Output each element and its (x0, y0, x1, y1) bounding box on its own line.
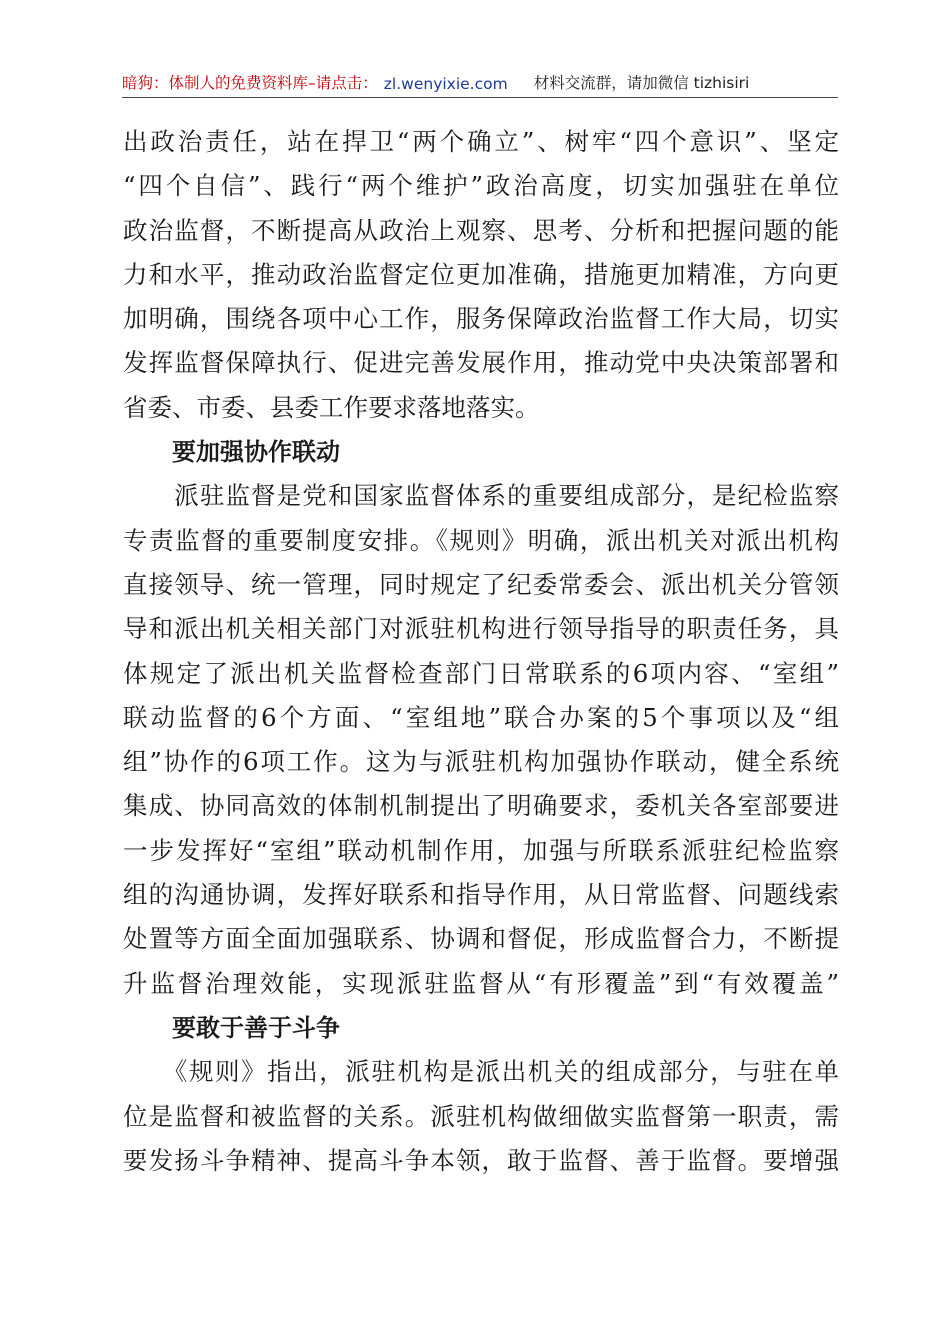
paragraph-2 (123, 474, 839, 1006)
header-brand: 暗狗：体制人的免费资料库 (122, 74, 309, 92)
header-url-link[interactable]: zl.wenyixie.com (383, 75, 508, 93)
text-line: 要发扬斗争精神、提高斗争本领，敢于监督、善于监督。要增强 (123, 1145, 839, 1175)
section-heading-collaboration: 要加强协作联动 (172, 438, 340, 467)
text-line: 升监督治理效能，实现派驻监督从“有形覆盖”到“有效覆盖” (123, 968, 839, 998)
section-heading-struggle: 要敢于善于斗争 (172, 1013, 340, 1042)
text-line: 联动监督的6个方面、“室组地”联合办案的5个事项以及“组 (123, 702, 839, 732)
text-line: 专责监督的重要制度安排。《规则》明确，派出机关对派出机构 (123, 525, 839, 555)
text-line: 《规则》指出，派驻机构是派出机关的组成部分，与驻在单 (123, 1057, 839, 1087)
text-line: 直接领导、统一管理，同时规定了纪委常委会、派出机关分管领 (123, 569, 839, 599)
document-body (123, 120, 839, 1183)
text-line: 集成、协同高效的体制机制提出了明确要求，委机关各室部要进 (123, 791, 839, 821)
header-wechat-note: 材料交流群，请加微信 tizhisiri (533, 74, 750, 92)
paragraph-1 (123, 120, 839, 430)
text-line: 力和水平，推动政治监督定位更加准确，措施更加精准，方向更 (123, 259, 839, 289)
text-line: 位是监督和被监督的关系。派驻机构做细做实监督第一职责，需 (123, 1101, 839, 1131)
text-line: 省委、市委、县委工作要求落地落实。 (123, 392, 540, 422)
paragraph-3 (123, 1050, 839, 1183)
text-line: 发挥监督保障执行、促进完善发展作用，推动党中央决策部署和 (123, 348, 839, 378)
text-line: 体规定了派出机关监督检查部门日常联系的6项内容、“室组” (123, 658, 839, 688)
text-line: 加明确，围绕各项中心工作，服务保障政治监督工作大局，切实 (123, 304, 839, 334)
text-line: 导和派出机关相关部门对派驻机构进行领导指导的职责任务，具 (123, 614, 839, 644)
text-line: 政治监督，不断提高从政治上观察、思考、分析和把握问题的能 (123, 215, 839, 245)
text-line: 一步发挥好“室组”联动机制作用，加强与所联系派驻纪检监察 (123, 835, 839, 865)
text-line: “四个自信”、践行“两个维护”政治高度，切实加强驻在单位 (123, 171, 839, 201)
text-line: 组”协作的6项工作。这为与派驻机构加强协作联动，健全系统 (123, 747, 839, 777)
text-line: 出政治责任，站在捍卫“两个确立”、树牢“四个意识”、坚定 (123, 127, 839, 156)
page-header (122, 68, 838, 98)
text-line: 派驻监督是党和国家监督体系的重要组成部分，是纪检监察 (123, 481, 839, 511)
header-click-prompt: –请点击： (308, 74, 378, 92)
text-line: 组的沟通协调，发挥好联系和指导作用，从日常监督、问题线索 (123, 880, 839, 910)
text-line: 处置等方面全面加强联系、协调和督促，形成监督合力，不断提 (123, 924, 839, 954)
